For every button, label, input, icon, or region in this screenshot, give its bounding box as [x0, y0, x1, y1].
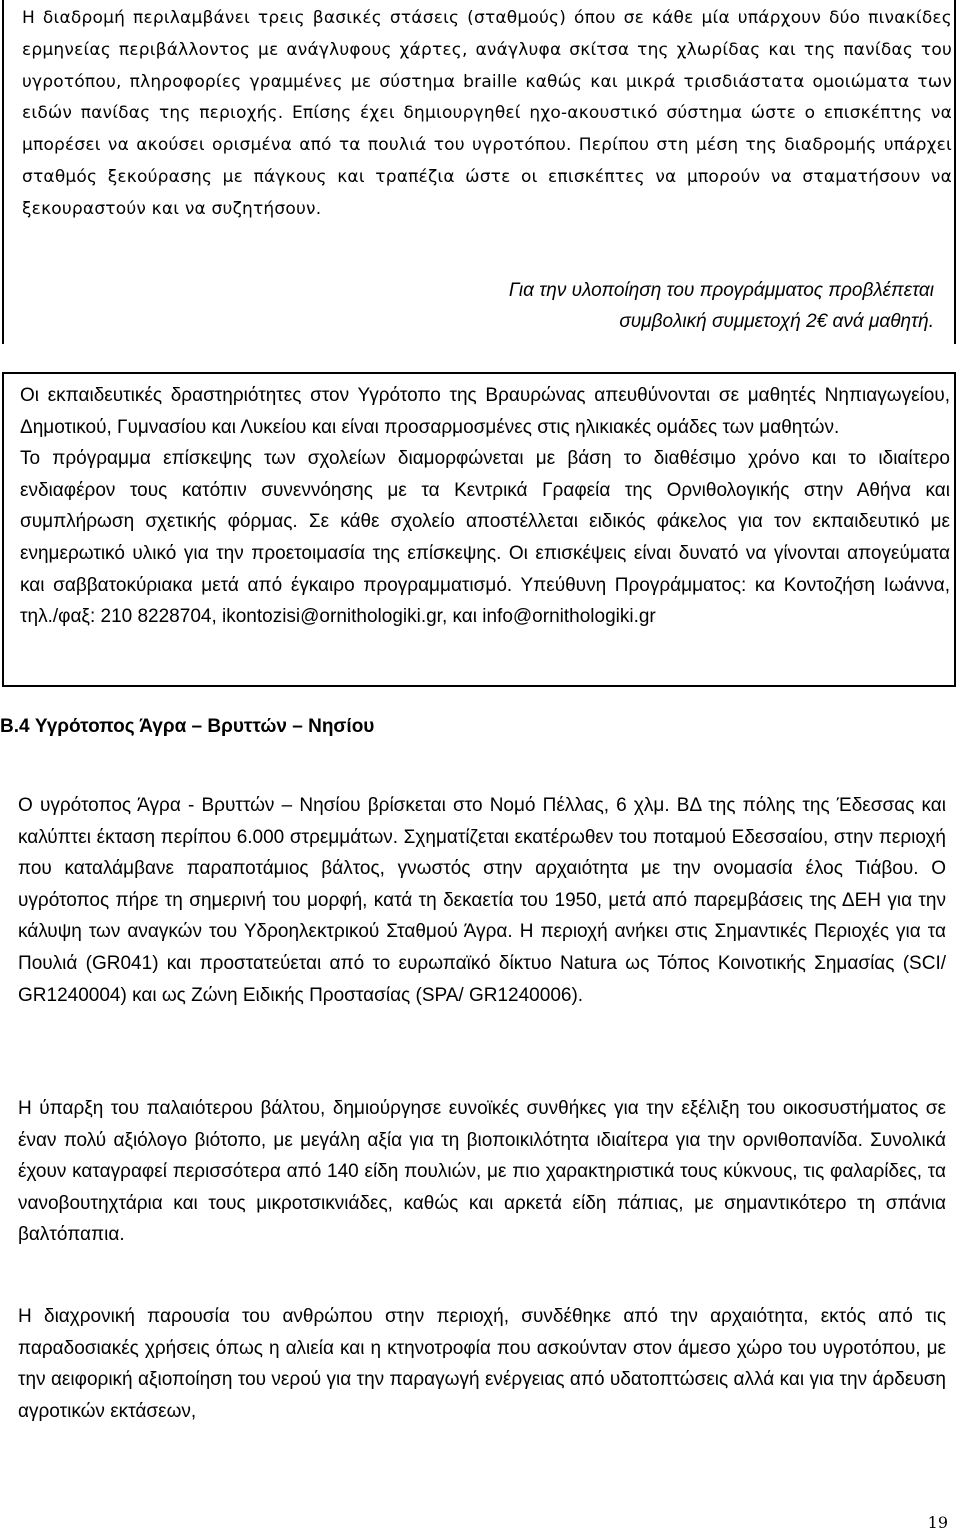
section-heading: B.4 Υγρότοπος Άγρα – Βρυττών – Νησίου [0, 716, 375, 737]
intro-paragraph: Η διαδρομή περιλαμβάνει τρεις βασικές στάσεις (σταθμούς) όπου σε κάθε μία υπάρχουν δύο πινακίδες ερμηνείας περιβάλλοντος με ανάγλυφους χάρτες, ανάγλυφα σκίτσα της χλωρίδας και της πανίδας του υγροτόπου, πληροφορίες γραμμένες με σύστημα braille καθώς και μικρά τρισδιάστατα ομοιώματα των ειδών πανίδας της περιοχής. Επίσης έχει δημιουργηθεί ηχο-ακουστικό σύστημα ώστε ο επισκέπτης να μπορέσει να ακούσει ορισμένα από τα πουλιά του υγροτόπου. Περίπου στη μέση της διαδρομής υπάρχει σταθμός ξεκούρασης με πάγκους και τραπέζια ώστε οι επισκέπτες να μπορούν να σταματήσουν να ξεκουραστούν και να συζητήσουν. [22, 8, 952, 219]
education-text [20, 380, 950, 633]
price-note [334, 275, 934, 337]
price-note-line-1: Για την υλοποίηση του προγράμματος προβλέπεται [508, 280, 934, 301]
price-note-line-2: συμβολική συμμετοχή 2€ ανά μαθητή. [619, 311, 934, 332]
education-box [2, 372, 956, 687]
body-paragraph-3: Η διαχρονική παρουσία του ανθρώπου στην περιοχή, συνδέθηκε από την αρχαιότητα, εκτός από τις παραδοσιακές χρήσεις όπως η αλιεία και η κτηνοτροφία που ασκούνταν στον άμεσο χώρο του υγροτόπου, με την αειφορική αξιοποίηση του νερού για την παραγωγή ενέργειας από υδατοπτώσεις αλλά και για την άρδευση αγροτικών εκτάσεων, [18, 1306, 946, 1422]
body-paragraph-1: Ο υγρότοπος Άγρα - Βρυττών – Νησίου βρίσκεται στο Νομό Πέλλας, 6 χλμ. ΒΔ της πόλης της Έδεσσας και καλύπτει έκταση περίπου 6.000 στρεμμάτων. Σχηματίζεται εκατέρωθεν του ποταμού Εδεσσαίου, στην περιοχή που καταλάμβανε παραποτάμιος βάλτος, γνωστός στην αρχαιότητα με την ονομασία έλος Τιάβου. Ο υγρότοπος πήρε τη σημερινή του μορφή, κατά τη δεκαετία του 1950, μετά από παρεμβάσεις της ΔΕΗ για την κάλυψη των αναγκών του Υδροηλεκτρικού Σταθμού Άγρα. Η περιοχή ανήκει στις Σημαντικές Περιοχές για τα Πουλιά (GR041) και προστατεύεται από το ευρωπαϊκό δίκτυο Natura ως Τόπος Κοινοτικής Σημασίας (SCI/ GR1240004) και ως Ζώνη Ειδικής Προστασίας (SPA/ GR1240006). [18, 795, 946, 1006]
intro-box [2, 0, 956, 344]
page-number: 19 [927, 1513, 948, 1532]
education-paragraph-1: Οι εκπαιδευτικές δραστηριότητες στον Υγρότοπο της Βραυρώνας απευθύνονται σε μαθητές Νηπιαγωγείου, Δημοτικού, Γυμνασίου και Λυκείου και είναι προσαρμοσμένες στις ηλικιακές ομάδες των μαθητών. [20, 385, 950, 438]
body-paragraph-2: Η ύπαρξη του παλαιότερου βάλτου, δημιούργησε ευνοϊκές συνθήκες για την εξέλιξη του οικοσυστήματος σε έναν πολύ αξιόλογο βιότοπο, με μεγάλη αξία για τη βιοποικιλότητα ιδιαίτερα για την ορνιθοπανίδα. Συνολικά έχουν καταγραφεί περισσότερα από 140 είδη πουλιών, με πιο χαρακτηριστικά τους κύκνους, τις φαλαρίδες, τα νανοβουτηχτάρια και τους μικροτσικνιάδες, καθώς και αρκετά είδη πάπιας, με σημαντικότερο τη σπάνια βαλτόπαπια. [18, 1098, 946, 1246]
education-paragraph-2: Το πρόγραμμα επίσκεψης των σχολείων διαμορφώνεται με βάση το διαθέσιμο χρόνο και το ιδιαίτερο ενδιαφέρον τους κατόπιν συνεννόησης με τα Κεντρικά Γραφεία της Ορνιθολογικής στην Αθήνα και συμπλήρωση σχετικής φόρμας. Σε κάθε σχολείο αποστέλλεται ειδικός φάκελος για τον εκπαιδευτικό με ενημερωτικό υλικό για την προετοιμασία της επίσκεψης. Οι επισκέψεις είναι δυνατό να γίνονται απογεύματα και σαββατοκύριακα μετά από έγκαιρο προγραμματισμό. Υπεύθυνη Προγράμματος: κα Κοντοζήση Ιωάννα, τηλ./φαξ: 210 8228704, ikontozisi@ornithologiki.gr, και info@ornithologiki.gr [20, 448, 950, 628]
